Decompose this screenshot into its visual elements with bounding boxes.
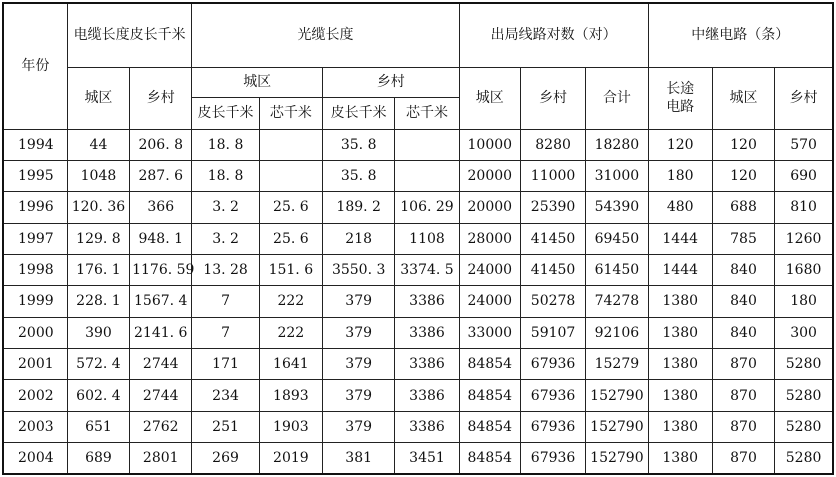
cell-fiber-city-sheath: 251: [192, 411, 259, 442]
cell-trunk-village: 300: [775, 317, 833, 348]
table-row: [3, 317, 833, 348]
cell-trunk-city: 870: [712, 411, 774, 442]
cell-fiber-city-sheath: 171: [192, 349, 259, 380]
cell-fiber-village-core: 106. 29: [395, 192, 459, 223]
cell-exit-village: 25390: [520, 192, 585, 223]
cell-exit-village: 11000: [520, 160, 585, 191]
cell-year: 1999: [3, 286, 67, 317]
cell-fiber-city-core: 1903: [259, 411, 322, 442]
cell-year: 1998: [3, 254, 67, 285]
cell-trunk-long-distance: 120: [648, 129, 712, 160]
cell-cable-village: 206. 8: [130, 129, 192, 160]
cell-year: 2002: [3, 380, 67, 411]
cell-cable-city: 228. 1: [67, 286, 129, 317]
cell-exit-city: 84854: [459, 380, 520, 411]
cell-trunk-long-distance: 1444: [648, 254, 712, 285]
cell-trunk-long-distance: 1380: [648, 286, 712, 317]
cell-exit-village: 8280: [520, 129, 585, 160]
header-exit-total: 合计: [586, 67, 648, 129]
cell-exit-total: 152790: [586, 443, 648, 474]
cell-exit-village: 41450: [520, 254, 585, 285]
cell-trunk-city: 870: [712, 380, 774, 411]
cell-fiber-city-sheath: 7: [192, 317, 259, 348]
cell-exit-city: 84854: [459, 443, 520, 474]
cell-year: 1995: [3, 160, 67, 191]
cell-exit-total: 31000: [586, 160, 648, 191]
cell-trunk-village: 180: [775, 286, 833, 317]
cell-fiber-city-sheath: 13. 28: [192, 254, 259, 285]
cell-fiber-village-core: 3451: [395, 443, 459, 474]
cell-exit-city: 84854: [459, 411, 520, 442]
cell-trunk-village: 1260: [775, 223, 833, 254]
table-row: [3, 223, 833, 254]
cell-exit-city: 28000: [459, 223, 520, 254]
cell-cable-village: 948. 1: [130, 223, 192, 254]
cell-fiber-city-sheath: 234: [192, 380, 259, 411]
cell-trunk-city: 870: [712, 443, 774, 474]
cell-exit-total: 74278: [586, 286, 648, 317]
cell-year: 2001: [3, 349, 67, 380]
cell-cable-city: 129. 8: [67, 223, 129, 254]
cell-fiber-city-core: [259, 129, 322, 160]
cell-exit-city: 10000: [459, 129, 520, 160]
cell-cable-village: 2744: [130, 349, 192, 380]
cell-exit-total: 15279: [586, 349, 648, 380]
cell-exit-village: 67936: [520, 443, 585, 474]
cell-fiber-village-core: [395, 160, 459, 191]
cell-trunk-long-distance: 180: [648, 160, 712, 191]
cell-fiber-village-core: 1108: [395, 223, 459, 254]
cell-fiber-city-sheath: 3. 2: [192, 223, 259, 254]
cell-trunk-long-distance: 1380: [648, 349, 712, 380]
cell-fiber-city-core: 222: [259, 286, 322, 317]
table-row: [3, 286, 833, 317]
table-row: [3, 443, 833, 474]
cell-exit-city: 24000: [459, 286, 520, 317]
cell-exit-city: 33000: [459, 317, 520, 348]
cell-fiber-village-sheath: 379: [323, 411, 395, 442]
cell-trunk-city: 785: [712, 223, 774, 254]
cell-exit-total: 61450: [586, 254, 648, 285]
cell-fiber-city-sheath: 7: [192, 286, 259, 317]
cell-fiber-village-core: 3386: [395, 317, 459, 348]
cell-fiber-village-core: 3386: [395, 349, 459, 380]
cell-fiber-village-sheath: 379: [323, 349, 395, 380]
cell-year: 2000: [3, 317, 67, 348]
header-trunk-village: 乡村: [775, 67, 833, 129]
cell-fiber-village-sheath: 35. 8: [323, 160, 395, 191]
cell-fiber-village-sheath: 379: [323, 380, 395, 411]
cell-trunk-long-distance: 1380: [648, 317, 712, 348]
telecom-statistics-table: [2, 2, 834, 475]
cell-exit-total: 92106: [586, 317, 648, 348]
cell-trunk-city: 688: [712, 192, 774, 223]
cell-exit-city: 84854: [459, 349, 520, 380]
cell-fiber-city-sheath: 3. 2: [192, 192, 259, 223]
header-trunk-circuits: 中继电路（条）: [648, 3, 833, 67]
cell-exit-total: 69450: [586, 223, 648, 254]
table-row: [3, 254, 833, 285]
cell-exit-total: 54390: [586, 192, 648, 223]
cell-cable-city: 176. 1: [67, 254, 129, 285]
cell-exit-village: 67936: [520, 411, 585, 442]
header-fiber-length: 光缆长度: [192, 3, 459, 67]
cell-trunk-city: 840: [712, 317, 774, 348]
cell-trunk-village: 5280: [775, 349, 833, 380]
cell-cable-city: 689: [67, 443, 129, 474]
cell-fiber-city-core: 1641: [259, 349, 322, 380]
cell-fiber-city-core: 25. 6: [259, 192, 322, 223]
cell-cable-village: 2744: [130, 380, 192, 411]
cell-trunk-village: 810: [775, 192, 833, 223]
cell-trunk-village: 570: [775, 129, 833, 160]
header-fiber-city-sheath: 皮长千米: [192, 97, 259, 129]
cell-exit-city: 20000: [459, 160, 520, 191]
header-cable-village: 乡村: [130, 67, 192, 129]
cell-fiber-city-core: 1893: [259, 380, 322, 411]
header-trunk-city: 城区: [712, 67, 774, 129]
cell-exit-total: 152790: [586, 380, 648, 411]
header-year: 年份: [3, 3, 67, 129]
cell-exit-village: 41450: [520, 223, 585, 254]
cell-fiber-village-core: 3386: [395, 380, 459, 411]
cell-trunk-city: 840: [712, 254, 774, 285]
cell-cable-village: 366: [130, 192, 192, 223]
table-body: [3, 129, 833, 474]
header-fiber-village: 乡村: [323, 67, 460, 97]
header-cable-city: 城区: [67, 67, 129, 129]
cell-cable-city: 602. 4: [67, 380, 129, 411]
cell-trunk-village: 5280: [775, 380, 833, 411]
cell-trunk-village: 690: [775, 160, 833, 191]
cell-cable-city: 390: [67, 317, 129, 348]
cell-cable-village: 1567. 4: [130, 286, 192, 317]
cell-fiber-village-core: 3374. 5: [395, 254, 459, 285]
cell-fiber-village-sheath: 189. 2: [323, 192, 395, 223]
cell-fiber-village-core: [395, 129, 459, 160]
cell-cable-city: 651: [67, 411, 129, 442]
cell-fiber-city-core: 151. 6: [259, 254, 322, 285]
cell-fiber-village-sheath: 379: [323, 286, 395, 317]
cell-cable-city: 44: [67, 129, 129, 160]
cell-fiber-village-sheath: 381: [323, 443, 395, 474]
header-fiber-village-core: 芯千米: [395, 97, 459, 129]
cell-cable-city: 1048: [67, 160, 129, 191]
cell-fiber-city-core: 222: [259, 317, 322, 348]
cell-trunk-long-distance: 1380: [648, 411, 712, 442]
cell-trunk-long-distance: 480: [648, 192, 712, 223]
cell-cable-village: 287. 6: [130, 160, 192, 191]
cell-fiber-city-core: [259, 160, 322, 191]
cell-fiber-village-core: 3386: [395, 411, 459, 442]
cell-trunk-city: 120: [712, 160, 774, 191]
header-trunk-long-distance: 长途电路: [648, 67, 712, 129]
cell-trunk-village: 1680: [775, 254, 833, 285]
cell-exit-city: 20000: [459, 192, 520, 223]
cell-trunk-village: 5280: [775, 443, 833, 474]
table-row: [3, 380, 833, 411]
header-fiber-village-sheath: 皮长千米: [323, 97, 395, 129]
cell-exit-city: 24000: [459, 254, 520, 285]
cell-year: 1997: [3, 223, 67, 254]
cell-cable-village: 1176. 59: [130, 254, 192, 285]
cell-trunk-village: 5280: [775, 411, 833, 442]
cell-exit-total: 18280: [586, 129, 648, 160]
header-exit-lines: 出局线路对数（对）: [459, 3, 648, 67]
cell-trunk-long-distance: 1380: [648, 380, 712, 411]
header-fiber-city-core: 芯千米: [259, 97, 322, 129]
cell-fiber-city-sheath: 18. 8: [192, 129, 259, 160]
cell-exit-village: 67936: [520, 349, 585, 380]
table-row: [3, 160, 833, 191]
table-row: [3, 411, 833, 442]
cell-fiber-city-sheath: 269: [192, 443, 259, 474]
cell-trunk-city: 840: [712, 286, 774, 317]
cell-trunk-city: 120: [712, 129, 774, 160]
cell-fiber-city-core: 25. 6: [259, 223, 322, 254]
cell-year: 2004: [3, 443, 67, 474]
header-exit-village: 乡村: [520, 67, 585, 129]
table-row: [3, 192, 833, 223]
header-fiber-city: 城区: [192, 67, 323, 97]
cell-exit-village: 50278: [520, 286, 585, 317]
cell-trunk-long-distance: 1380: [648, 443, 712, 474]
cell-cable-city: 572. 4: [67, 349, 129, 380]
cell-fiber-city-sheath: 18. 8: [192, 160, 259, 191]
header-cable-length: 电缆长度皮长千米: [67, 3, 192, 67]
cell-cable-village: 2801: [130, 443, 192, 474]
cell-fiber-city-core: 2019: [259, 443, 322, 474]
cell-fiber-village-sheath: 379: [323, 317, 395, 348]
cell-fiber-village-sheath: 3550. 3: [323, 254, 395, 285]
cell-fiber-village-sheath: 35. 8: [323, 129, 395, 160]
cell-year: 1996: [3, 192, 67, 223]
cell-fiber-village-core: 3386: [395, 286, 459, 317]
cell-cable-village: 2762: [130, 411, 192, 442]
cell-trunk-city: 870: [712, 349, 774, 380]
cell-trunk-long-distance: 1444: [648, 223, 712, 254]
cell-exit-total: 152790: [586, 411, 648, 442]
header-exit-city: 城区: [459, 67, 520, 129]
cell-year: 1994: [3, 129, 67, 160]
cell-cable-village: 2141. 6: [130, 317, 192, 348]
table-row: [3, 129, 833, 160]
cell-exit-village: 59107: [520, 317, 585, 348]
table-row: [3, 349, 833, 380]
cell-cable-city: 120. 36: [67, 192, 129, 223]
cell-fiber-village-sheath: 218: [323, 223, 395, 254]
cell-exit-village: 67936: [520, 380, 585, 411]
cell-year: 2003: [3, 411, 67, 442]
